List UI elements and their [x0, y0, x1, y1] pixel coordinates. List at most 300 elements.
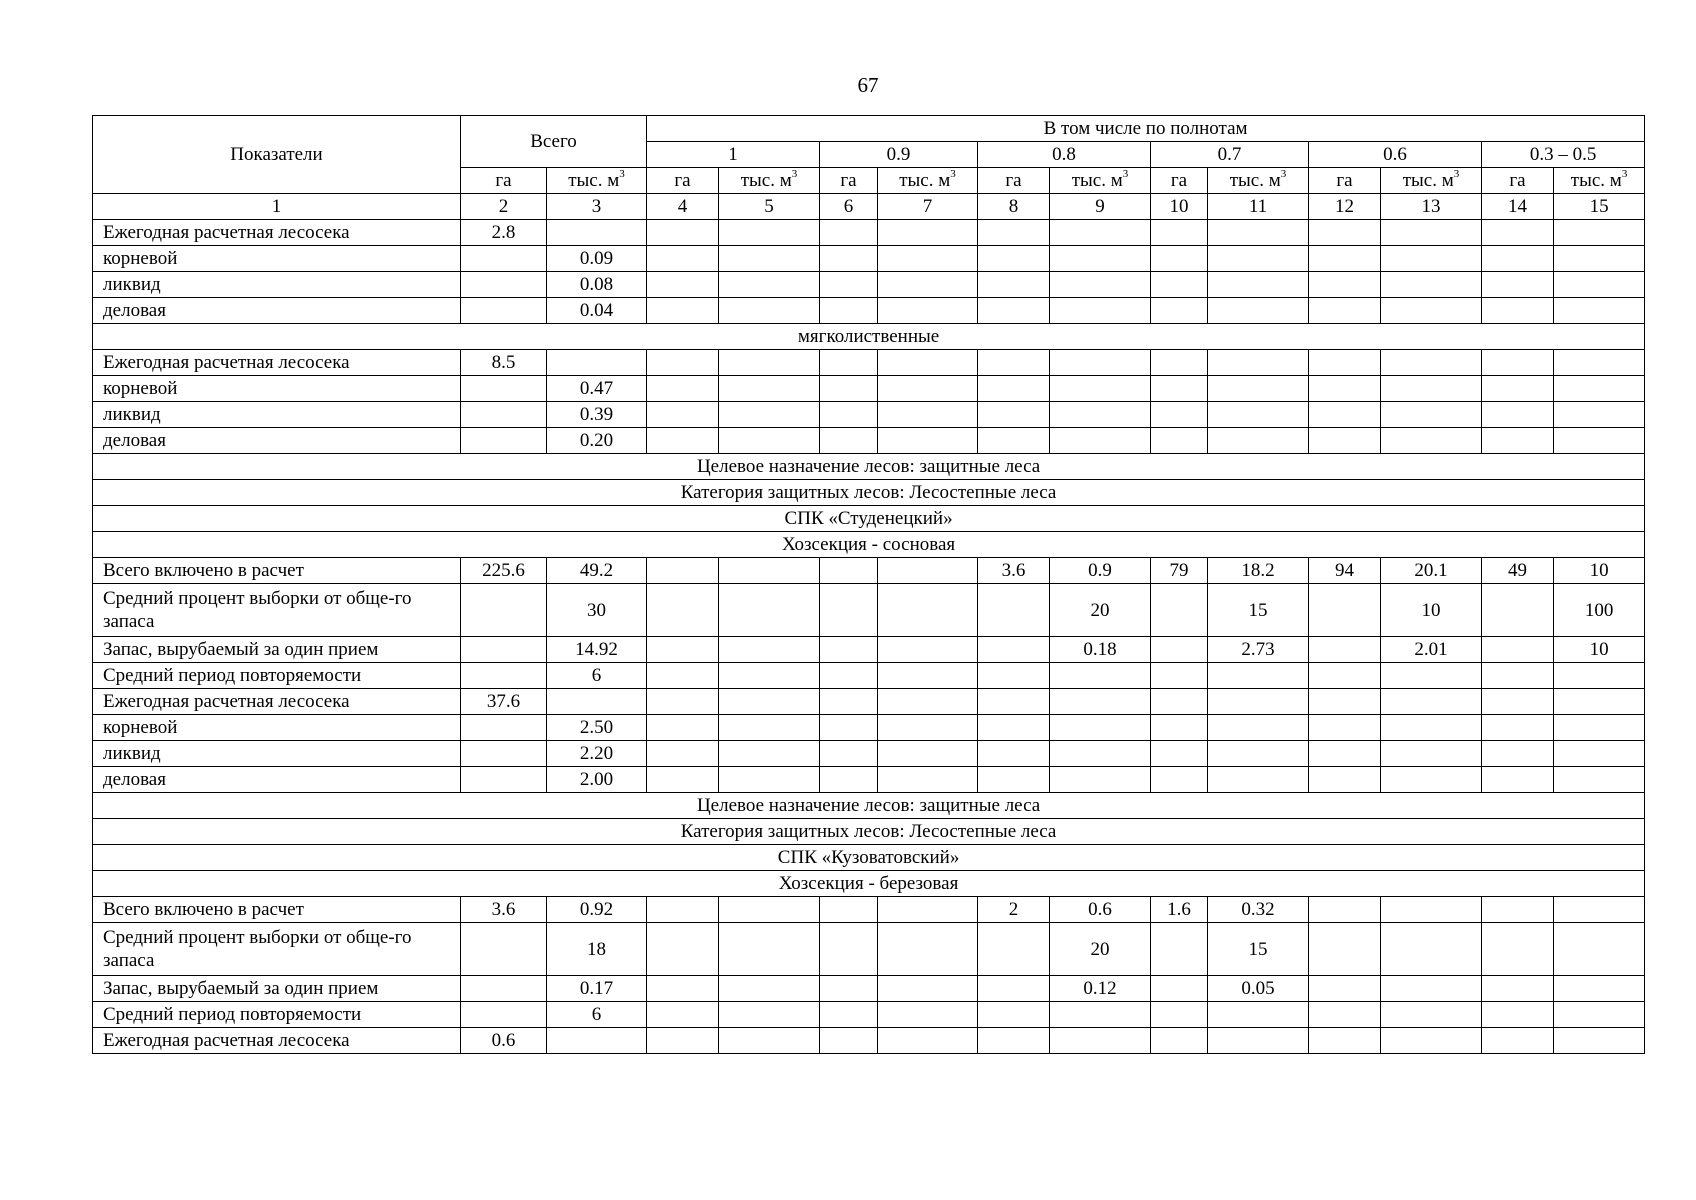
table-cell: 1.6: [1151, 897, 1208, 923]
table-cell: [1050, 428, 1151, 454]
table-cell: [719, 689, 820, 715]
row-label: деловая: [93, 767, 461, 793]
table-cell: [978, 976, 1050, 1002]
table-cell: 8.5: [461, 350, 547, 376]
table-cell: [647, 923, 719, 976]
header-unit-ha: га: [1482, 168, 1554, 194]
table-cell: [461, 584, 547, 637]
table-cell: [1208, 246, 1309, 272]
table-cell: [1381, 663, 1482, 689]
table-cell: [1208, 715, 1309, 741]
table-cell: [1309, 246, 1381, 272]
table-cell: 6: [547, 1002, 647, 1028]
table-cell: [978, 220, 1050, 246]
table-cell: [1482, 923, 1554, 976]
section-row: [93, 819, 1645, 845]
table-cell: [1381, 220, 1482, 246]
table-cell: 30: [547, 584, 647, 637]
row-label: деловая: [93, 428, 461, 454]
column-number: 9: [1050, 194, 1151, 220]
table-cell: [1309, 402, 1381, 428]
table-cell: [1381, 767, 1482, 793]
header-unit-volume: [878, 168, 978, 194]
table-cell: [1381, 976, 1482, 1002]
table-cell: [647, 428, 719, 454]
table-cell: [1309, 741, 1381, 767]
table-cell: [1050, 689, 1151, 715]
table-cell: [978, 689, 1050, 715]
table-cell: [978, 1002, 1050, 1028]
table-cell: [1309, 689, 1381, 715]
table-row: [93, 663, 1645, 689]
table-cell: [1309, 376, 1381, 402]
table-cell: [978, 376, 1050, 402]
table-cell: [1309, 637, 1381, 663]
table-cell: [820, 637, 878, 663]
unit-volume-exponent: 3: [791, 168, 798, 180]
table-cell: [1208, 741, 1309, 767]
table-cell: [647, 558, 719, 584]
table-cell: [1309, 220, 1381, 246]
table-cell: [978, 741, 1050, 767]
table-cell: [1208, 1028, 1309, 1054]
row-label: корневой: [93, 715, 461, 741]
table-cell: [1151, 715, 1208, 741]
section-title: Целевое назначение лесов: защитные леса: [93, 793, 1645, 819]
section-row: [93, 480, 1645, 506]
table-cell: [1208, 767, 1309, 793]
table-cell: [1309, 1028, 1381, 1054]
table-cell: 18: [547, 923, 647, 976]
table-cell: 20.1: [1381, 558, 1482, 584]
header-unit-ha: га: [1151, 168, 1208, 194]
table-cell: [1482, 976, 1554, 1002]
table-cell: [1482, 272, 1554, 298]
table-cell: 0.17: [547, 976, 647, 1002]
harvest-calculation-table: [92, 115, 1645, 1054]
header-unit-volume: [719, 168, 820, 194]
table-cell: [1381, 272, 1482, 298]
table-cell: [1554, 741, 1645, 767]
table-cell: [878, 246, 978, 272]
header-total: Всего: [461, 116, 647, 168]
table-row: [93, 246, 1645, 272]
table-cell: [978, 923, 1050, 976]
header-unit-volume: [1554, 168, 1645, 194]
table-cell: [820, 689, 878, 715]
table-cell: [878, 558, 978, 584]
table-cell: [878, 689, 978, 715]
unit-volume-exponent: 3: [1122, 168, 1129, 180]
table-cell: [820, 584, 878, 637]
table-cell: [978, 246, 1050, 272]
table-cell: [878, 428, 978, 454]
table-row: [93, 767, 1645, 793]
table-cell: [719, 428, 820, 454]
section-title: Категория защитных лесов: Лесостепные леса: [93, 480, 1645, 506]
table-cell: [1208, 376, 1309, 402]
table-cell: [647, 767, 719, 793]
table-cell: [978, 767, 1050, 793]
table-cell: [461, 376, 547, 402]
table-cell: [1482, 220, 1554, 246]
table-cell: [820, 767, 878, 793]
table-cell: [1151, 663, 1208, 689]
table-cell: 18.2: [1208, 558, 1309, 584]
header-density: 0.8: [978, 142, 1151, 168]
table-cell: [647, 220, 719, 246]
header-including: В том числе по полнотам: [647, 116, 1645, 142]
table-cell: [1208, 663, 1309, 689]
row-label: Запас, вырубаемый за один прием: [93, 976, 461, 1002]
table-cell: [719, 767, 820, 793]
table-cell: 15: [1208, 584, 1309, 637]
table-cell: 0.04: [547, 298, 647, 324]
table-cell: [461, 272, 547, 298]
table-cell: [461, 767, 547, 793]
table-cell: [1554, 923, 1645, 976]
table-row: [93, 897, 1645, 923]
table-cell: [1151, 637, 1208, 663]
table-cell: [719, 637, 820, 663]
row-label: ликвид: [93, 741, 461, 767]
table-cell: 0.05: [1208, 976, 1309, 1002]
column-number: 11: [1208, 194, 1309, 220]
table-cell: [1381, 741, 1482, 767]
header-density: 1: [647, 142, 820, 168]
table-cell: [1482, 689, 1554, 715]
table-cell: 0.39: [547, 402, 647, 428]
row-label: Средний период повторяемости: [93, 663, 461, 689]
row-label: ликвид: [93, 272, 461, 298]
table-cell: [647, 715, 719, 741]
table-cell: [1151, 298, 1208, 324]
table-cell: [719, 272, 820, 298]
table-cell: [461, 246, 547, 272]
table-cell: [1050, 1002, 1151, 1028]
header-unit-ha: га: [820, 168, 878, 194]
table-row: [93, 1028, 1645, 1054]
table-cell: [1482, 767, 1554, 793]
table-cell: [1151, 741, 1208, 767]
page-number: 67: [857, 73, 879, 97]
table-cell: [647, 897, 719, 923]
table-cell: [1482, 376, 1554, 402]
table-cell: [820, 1002, 878, 1028]
row-label: Средний процент выборки от обще-го запаса: [93, 584, 461, 637]
table-cell: [1381, 923, 1482, 976]
table-cell: [1554, 376, 1645, 402]
unit-volume-text: тыс. м: [1071, 170, 1123, 191]
table-cell: [1381, 428, 1482, 454]
unit-volume-text: тыс. м: [1229, 170, 1281, 191]
table-cell: [1482, 428, 1554, 454]
table-cell: [1050, 715, 1151, 741]
unit-volume-exponent: 3: [1280, 168, 1287, 180]
column-number: 14: [1482, 194, 1554, 220]
table-cell: [1208, 428, 1309, 454]
table-cell: [878, 637, 978, 663]
table-cell: [820, 246, 878, 272]
table-cell: [1309, 663, 1381, 689]
table-cell: [1554, 246, 1645, 272]
table-cell: 94: [1309, 558, 1381, 584]
table-cell: [1050, 350, 1151, 376]
table-cell: [719, 1028, 820, 1054]
table-cell: [647, 376, 719, 402]
table-cell: [1208, 298, 1309, 324]
table-cell: [1309, 298, 1381, 324]
table-cell: [1309, 272, 1381, 298]
table-cell: [1208, 220, 1309, 246]
unit-volume-text: тыс. м: [1402, 170, 1454, 191]
table-cell: [647, 298, 719, 324]
row-label: Запас, вырубаемый за один прием: [93, 637, 461, 663]
table-cell: [978, 663, 1050, 689]
table-cell: [1482, 402, 1554, 428]
column-number: 1: [93, 194, 461, 220]
table-cell: [1151, 350, 1208, 376]
unit-volume-text: тыс. м: [1570, 170, 1622, 191]
table-cell: 49.2: [547, 558, 647, 584]
table-cell: [1482, 897, 1554, 923]
section-title: мягколиственные: [93, 324, 1645, 350]
table-cell: [1050, 376, 1151, 402]
table-cell: 2.73: [1208, 637, 1309, 663]
section-title: СПК «Кузоватовский»: [93, 845, 1645, 871]
unit-volume-exponent: 3: [950, 168, 956, 180]
table-cell: [1151, 402, 1208, 428]
table-cell: [1381, 715, 1482, 741]
table-cell: [1309, 428, 1381, 454]
table-cell: [1554, 1028, 1645, 1054]
table-cell: [1151, 767, 1208, 793]
table-row: [93, 637, 1645, 663]
table-row: [93, 584, 1645, 637]
table-cell: [1554, 272, 1645, 298]
unit-volume-exponent: 3: [619, 168, 625, 180]
row-label: Всего включено в расчет: [93, 558, 461, 584]
table-cell: 0.12: [1050, 976, 1151, 1002]
row-label: Ежегодная расчетная лесосека: [93, 350, 461, 376]
table-cell: [878, 923, 978, 976]
table-cell: [719, 897, 820, 923]
row-label: Ежегодная расчетная лесосека: [93, 689, 461, 715]
table-cell: 2.00: [547, 767, 647, 793]
table-row: [93, 272, 1645, 298]
table-cell: [878, 663, 978, 689]
table-cell: [1208, 402, 1309, 428]
table-cell: [719, 246, 820, 272]
table-cell: [1554, 897, 1645, 923]
table-row: [93, 428, 1645, 454]
unit-volume-exponent: 3: [1453, 168, 1460, 180]
table-row: [93, 741, 1645, 767]
table-cell: [1482, 584, 1554, 637]
table-cell: 0.08: [547, 272, 647, 298]
table-cell: [1208, 350, 1309, 376]
table-cell: [878, 1002, 978, 1028]
table-row: [93, 558, 1645, 584]
table-cell: [461, 402, 547, 428]
table-cell: [461, 298, 547, 324]
section-row: [93, 324, 1645, 350]
table-row: [93, 350, 1645, 376]
unit-volume-text: тыс. м: [899, 170, 951, 191]
table-cell: 20: [1050, 584, 1151, 637]
table-cell: [1482, 741, 1554, 767]
row-label: Средний процент выборки от обще-го запаса: [93, 923, 461, 976]
header-unit-volume: [547, 168, 647, 194]
table-cell: [878, 272, 978, 298]
section-row: [93, 793, 1645, 819]
table-cell: [1554, 402, 1645, 428]
table-cell: [820, 402, 878, 428]
row-label: ликвид: [93, 402, 461, 428]
column-number: 15: [1554, 194, 1645, 220]
table-cell: [1554, 767, 1645, 793]
table-cell: 20: [1050, 923, 1151, 976]
table-row: [93, 1002, 1645, 1028]
row-label: Ежегодная расчетная лесосека: [93, 1028, 461, 1054]
table-cell: [719, 558, 820, 584]
table-cell: [1050, 246, 1151, 272]
table-cell: 6: [547, 663, 647, 689]
table-cell: [647, 976, 719, 1002]
table-cell: [1482, 1028, 1554, 1054]
table-cell: 10: [1554, 558, 1645, 584]
header-unit-volume: [1381, 168, 1482, 194]
header-indicator: Показатели: [93, 116, 461, 194]
section-title: Целевое назначение лесов: защитные леса: [93, 454, 1645, 480]
table-cell: [1151, 220, 1208, 246]
column-number: 8: [978, 194, 1050, 220]
table-cell: [1151, 584, 1208, 637]
table-cell: [719, 402, 820, 428]
table-cell: 10: [1381, 584, 1482, 637]
table-cell: 2: [978, 897, 1050, 923]
table-cell: [878, 376, 978, 402]
table-cell: [719, 376, 820, 402]
table-cell: [1309, 976, 1381, 1002]
table-cell: 0.20: [547, 428, 647, 454]
table-cell: 0.09: [547, 246, 647, 272]
table-cell: [878, 298, 978, 324]
table-cell: [1151, 1028, 1208, 1054]
table-cell: 2.50: [547, 715, 647, 741]
column-number: 6: [820, 194, 878, 220]
table-cell: [1050, 298, 1151, 324]
header-density: 0.6: [1309, 142, 1482, 168]
unit-volume-exponent: 3: [1621, 168, 1628, 180]
table-cell: [1309, 350, 1381, 376]
table-cell: [1208, 689, 1309, 715]
table-cell: [1381, 897, 1482, 923]
table-cell: [1050, 272, 1151, 298]
table-cell: [1208, 1002, 1309, 1028]
section-title: Хозсекция - березовая: [93, 871, 1645, 897]
table-cell: [820, 976, 878, 1002]
column-number: 10: [1151, 194, 1208, 220]
table-cell: [820, 428, 878, 454]
table-cell: [647, 584, 719, 637]
table-row: [93, 923, 1645, 976]
header-density: 0.7: [1151, 142, 1309, 168]
header-density: 0.3 – 0.5: [1482, 142, 1645, 168]
table-cell: [1151, 689, 1208, 715]
table-cell: [1208, 272, 1309, 298]
table-cell: 2.8: [461, 220, 547, 246]
table-cell: [1309, 923, 1381, 976]
table-cell: [647, 350, 719, 376]
unit-volume-text: тыс. м: [568, 170, 620, 191]
table-cell: [461, 715, 547, 741]
table-cell: [719, 741, 820, 767]
table-cell: [978, 428, 1050, 454]
table-cell: [978, 1028, 1050, 1054]
header-unit-ha: га: [1309, 168, 1381, 194]
table-cell: [1554, 298, 1645, 324]
table-cell: [878, 220, 978, 246]
table-cell: [978, 637, 1050, 663]
section-row: [93, 506, 1645, 532]
column-number: 7: [878, 194, 978, 220]
header-unit-volume: [1050, 168, 1151, 194]
table-cell: 49: [1482, 558, 1554, 584]
table-cell: [978, 350, 1050, 376]
section-row: [93, 871, 1645, 897]
table-cell: 0.18: [1050, 637, 1151, 663]
table-cell: [1309, 715, 1381, 741]
table-cell: [461, 923, 547, 976]
table-row: [93, 402, 1645, 428]
table-cell: [461, 741, 547, 767]
table-cell: [719, 663, 820, 689]
table-cell: [878, 897, 978, 923]
table-cell: 0.32: [1208, 897, 1309, 923]
table-cell: [1482, 246, 1554, 272]
table-cell: [978, 715, 1050, 741]
table-cell: [878, 741, 978, 767]
table-cell: [1050, 1028, 1151, 1054]
table-cell: [820, 1028, 878, 1054]
table-cell: 0.6: [461, 1028, 547, 1054]
table-cell: 3.6: [461, 897, 547, 923]
table-cell: [978, 272, 1050, 298]
table-cell: [547, 689, 647, 715]
section-row: [93, 532, 1645, 558]
table-cell: [1482, 350, 1554, 376]
table-cell: [647, 1002, 719, 1028]
table-cell: [647, 689, 719, 715]
table-cell: [1151, 976, 1208, 1002]
table-cell: 2.01: [1381, 637, 1482, 663]
table-cell: [1482, 663, 1554, 689]
unit-volume-text: тыс. м: [740, 170, 792, 191]
table-cell: [878, 584, 978, 637]
table-cell: [1050, 741, 1151, 767]
table-cell: [719, 298, 820, 324]
table-cell: [1381, 402, 1482, 428]
table-row: [93, 689, 1645, 715]
table-cell: 0.9: [1050, 558, 1151, 584]
table-cell: [647, 272, 719, 298]
table-cell: 2.20: [547, 741, 647, 767]
table-cell: [1050, 220, 1151, 246]
table-cell: [1151, 428, 1208, 454]
header-density: 0.9: [820, 142, 978, 168]
header-unit-volume: [1208, 168, 1309, 194]
